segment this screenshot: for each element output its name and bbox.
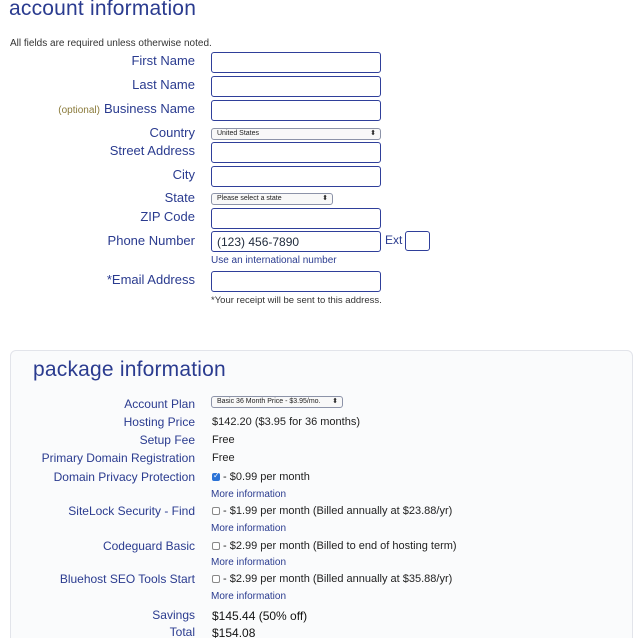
ext-label: Ext: [385, 233, 403, 247]
first-name-input[interactable]: [211, 52, 381, 73]
required-fields-note: All fields are required unless otherwise noted.: [10, 38, 212, 49]
seo-tools-price: - $2.99 per month (Billed annually at $35.88/yr): [223, 573, 453, 585]
package-information-heading: package information: [33, 358, 226, 381]
seo-tools-more-info-link[interactable]: More information: [211, 591, 287, 602]
sitelock-option: [212, 505, 452, 517]
domain-privacy-price: - $0.99 per month: [223, 471, 310, 483]
account-plan-select-value: Basic 36 Month Price - $3.95/mo.: [217, 398, 321, 405]
package-information-panel: [10, 350, 633, 638]
street-address-label: Street Address: [109, 143, 195, 158]
primary-domain-label: Primary Domain Registration: [41, 451, 195, 465]
account-information-heading: account information: [9, 0, 197, 20]
codeguard-checkbox[interactable]: [212, 542, 220, 550]
domain-privacy-more-info-link[interactable]: More information: [211, 489, 287, 500]
savings-label: Savings: [152, 608, 195, 622]
codeguard-label: Codeguard Basic: [102, 539, 195, 553]
email-address-label: *Email Address: [106, 272, 195, 287]
select-arrows-icon: ⬍: [370, 130, 376, 137]
zip-code-input[interactable]: [211, 208, 381, 229]
codeguard-price: - $2.99 per month (Billed to end of hosting term): [223, 540, 457, 552]
sitelock-more-info-link[interactable]: More information: [211, 523, 287, 534]
state-label: State: [164, 190, 195, 205]
seo-tools-checkbox[interactable]: [212, 575, 220, 583]
phone-number-label: Phone Number: [107, 233, 195, 248]
hosting-price-value: $142.20 ($3.95 for 36 months): [212, 416, 360, 428]
email-address-input[interactable]: [211, 271, 381, 292]
account-plan-label: Account Plan: [124, 397, 195, 411]
domain-privacy-option: [212, 471, 310, 483]
city-input[interactable]: [211, 166, 381, 187]
account-plan-select[interactable]: [211, 396, 343, 408]
state-select[interactable]: [211, 193, 333, 205]
total-label: Total: [169, 625, 195, 638]
state-select-value: Please select a state: [217, 195, 282, 202]
ext-input[interactable]: [405, 231, 430, 251]
optional-tag: (optional): [58, 105, 100, 116]
domain-privacy-label: Domain Privacy Protection: [53, 470, 195, 484]
first-name-label: First Name: [131, 53, 195, 68]
codeguard-more-info-link[interactable]: More information: [211, 557, 287, 568]
total-value: $154.08: [212, 626, 256, 638]
domain-privacy-checkbox[interactable]: [212, 473, 220, 481]
select-arrows-icon: ⬍: [322, 195, 328, 202]
zip-code-label: ZIP Code: [140, 209, 195, 224]
email-receipt-note: *Your receipt will be sent to this address.: [211, 295, 382, 306]
primary-domain-value: Free: [212, 452, 235, 464]
seo-tools-option: [212, 573, 452, 585]
country-label: Country: [149, 125, 195, 140]
hosting-price-label: Hosting Price: [123, 415, 195, 429]
last-name-input[interactable]: [211, 76, 381, 97]
sitelock-price: - $1.99 per month (Billed annually at $23.88/yr): [223, 505, 453, 517]
business-name-label: [58, 101, 195, 116]
sitelock-checkbox[interactable]: [212, 507, 220, 515]
sitelock-label: SiteLock Security - Find: [68, 504, 195, 518]
country-select-value: United States: [217, 130, 260, 137]
select-arrows-icon: ⬍: [332, 398, 338, 405]
phone-number-input[interactable]: [211, 231, 381, 252]
setup-fee-value: Free: [212, 434, 235, 446]
savings-value: $145.44 (50% off): [212, 609, 308, 623]
business-name-label-text: Business Name: [103, 101, 195, 116]
business-name-input[interactable]: [211, 100, 381, 121]
international-number-link[interactable]: Use an international number: [211, 255, 337, 266]
codeguard-option: [212, 540, 457, 552]
last-name-label: Last Name: [132, 77, 195, 92]
street-address-input[interactable]: [211, 142, 381, 163]
setup-fee-label: Setup Fee: [139, 433, 195, 447]
seo-tools-label: Bluehost SEO Tools Start: [59, 572, 195, 586]
country-select[interactable]: [211, 128, 381, 140]
city-label: City: [172, 167, 195, 182]
